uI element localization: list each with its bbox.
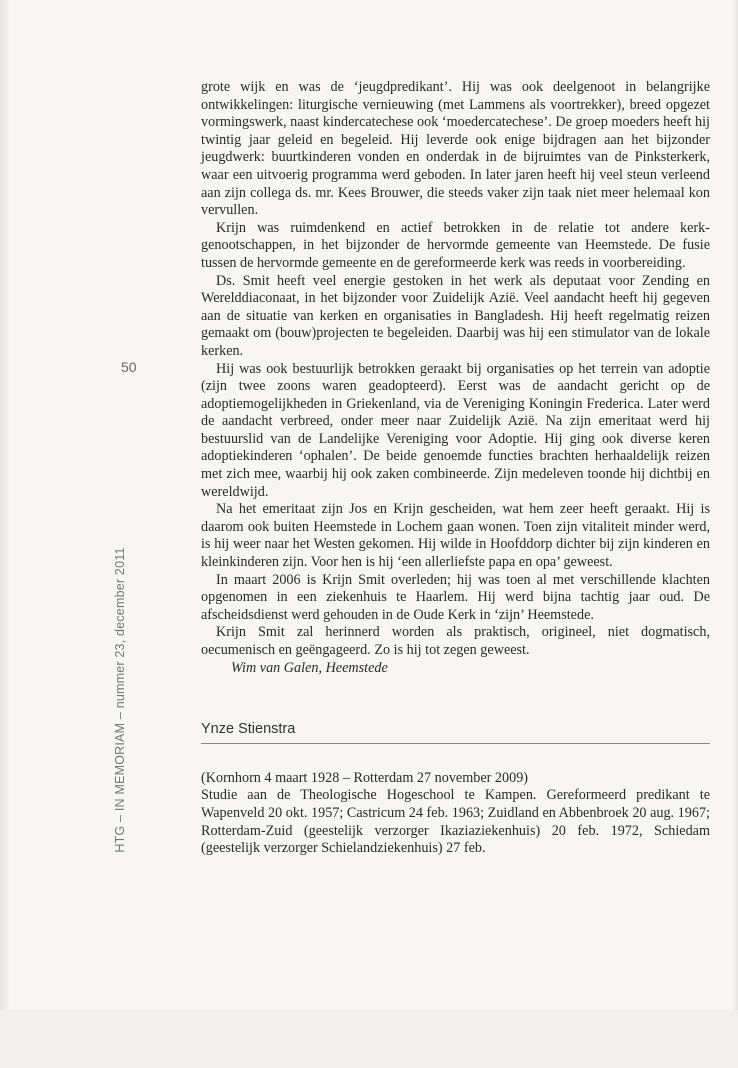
page-number: 50	[121, 359, 137, 375]
page-right-edge	[732, 0, 738, 1068]
article-paragraph: grote wijk en was de ‘jeugdpredikant’. Hij was ook deelgenoot in belangrijke ontwikkelingen: liturgische vernieuwing (met Lammens als voortrekker), breed opgezet vormingswerk, naast kindercatechese ook ‘moedercatechese’. De groep moeders heeft hij twintig jaar geleid en begeleid. Hij leverde ook enige bijdragen aan het bijzonder jeugdwerk: buurtkinderen vonden en onderdak in de bijruimtes van de Pinksterkerk, waar een uitvoerig programma werd geboden. In later jaren heeft hij veel steun verleend aan zijn collega ds. mr. Kees Brouwer, die steeds vaker zijn taak niet meer helemaal kon vervullen.	[201, 79, 710, 219]
page-left-edge	[0, 0, 10, 1068]
life-dates: (Kornhorn 4 maart 1928 – Rotterdam 27 november 2009)	[201, 769, 529, 786]
article-paragraph: Krijn Smit zal herinnerd worden als praktisch, origineel, niet dogmatisch, oecumenisch en geëngageerd. Zo is hij tot zegen geweest.	[201, 624, 710, 658]
article-paragraph: Ds. Smit heeft veel energie gestoken in het werk als deputaat voor Zending en Werelddiaconaat, in het bijzonder voor Zuidelijk Azië. Veel aandacht heeft hij gegeven aan de situatie van kerken en organisaties in Bangladesh. Hij heeft regelmatig reizen gemaakt om (bouw)projecten te begeleiden. Daarbij was hij een stimulator van de lokale kerken.	[201, 272, 710, 359]
article-body	[201, 79, 710, 858]
career-summary: Studie aan de Theologische Hogeschool te Kampen. Gereformeerd predikant te Wapenveld 20 okt. 1957; Castricum 24 feb. 1963; Zuidland en Abbenbroek 20 aug. 1967; Rotterdam-Zuid (geestelijk verzorger Ikaziaziekenhuis) 20 feb. 1972, Schiedam (geestelijk verzorger Schielandziekenhuis) 27 feb.	[201, 787, 710, 857]
article-paragraph: In maart 2006 is Krijn Smit overleden; hij was toen al met verschillende klachten opgenomen in een ziekenhuis te Haarlem. Hij werd bijna tachtig jaar oud. De afscheidsdienst werd gehouden in de Oude Kerk in ‘zijn’ Heemstede.	[201, 571, 710, 623]
article-paragraph: Na het emeritaat zijn Jos en Krijn gescheiden, wat hem zeer heeft geraakt. Hij is daarom ook buiten Heemstede in Lochem gaan wonen. Toen zijn vitaliteit minder werd, is hij weer naar het Westen gekomen. Hij wilde in Hoofddorp dichter bij zijn kinderen en kleinkinderen zijn. Voor hen is hij ‘een allerliefste papa en opa’ geweest.	[201, 501, 710, 571]
article-paragraph: Krijn was ruimdenkend en actief betrokken in de relatie tot andere kerkgenootschappen, in het bijzonder de hervormde gemeente van Heemstede. De fusie tussen de hervormde gemeente en de gereformeerde kerk was reeds in voorbereiding.	[201, 219, 710, 271]
running-head: HTG – IN MEMORIAM – nummer 23, december 2011	[113, 547, 127, 853]
page-bottom-band	[0, 1010, 738, 1068]
author-signature: Wim van Galen, Heemstede	[231, 659, 388, 676]
article-paragraph: Hij was ook bestuurlijk betrokken geraakt bij organisaties op het terrein van adoptie (zijn twee zoons waren geadopteerd). Eerst was de aandacht gericht op de adoptiemogelijkheden in Griekenland, via de Vereniging Koningin Frederica. Later werd de aandacht verbreed, onder meer naar Zuidelijk Azië. Na zijn emeritaat werd hij bestuurslid van de Landelijke Vereniging voor Adoptie. Hij ging ook diverse keren adoptiekinderen ‘ophalen’. De beide genoemde functies brachten herhaaldelijk reizen met zich mee, waarbij hij ook zaken combineerde. Zijn medeleven toonde hij dichtbij en wereldwijd.	[201, 360, 710, 500]
section-title: Ynze Stienstra	[201, 721, 710, 744]
